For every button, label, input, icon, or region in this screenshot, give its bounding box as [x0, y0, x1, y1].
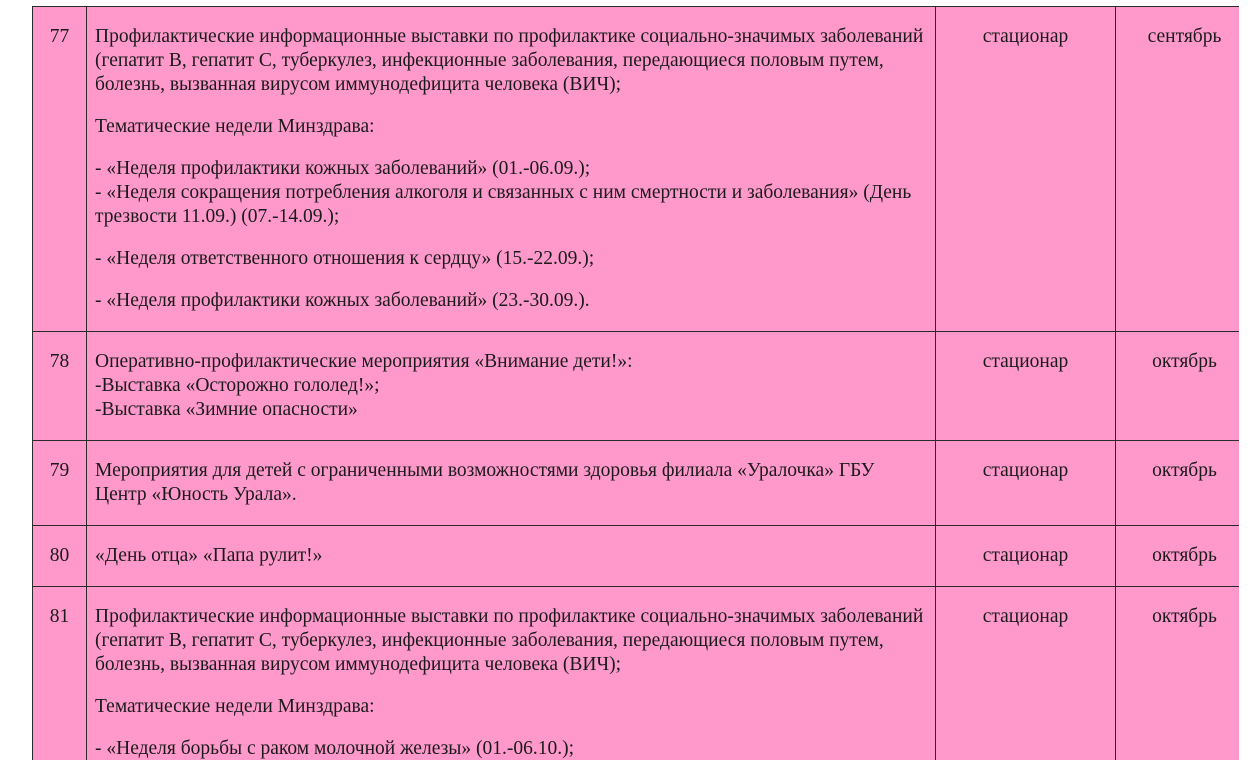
row-number: 79: [33, 441, 87, 526]
event-place: стационар: [936, 587, 1116, 761]
event-description: [87, 332, 936, 441]
description-paragraph: Тематические недели Минздрава:: [95, 696, 375, 717]
event-place: стационар: [936, 441, 1116, 526]
event-description: [87, 587, 936, 761]
events-plan-table: [32, 6, 1239, 760]
document-page: [32, 6, 1239, 760]
event-month: сентябрь: [1116, 7, 1240, 332]
row-number: 77: [33, 7, 87, 332]
description-paragraph: - «Неделя борьбы с раком молочной железы» (01.-06.10.);: [95, 738, 575, 759]
event-month: октябрь: [1116, 587, 1240, 761]
description-paragraph: Тематические недели Минздрава:: [95, 116, 375, 137]
description-paragraph: - «Неделя ответственного отношения к сердцу» (15.-22.09.);: [95, 248, 595, 269]
event-month: октябрь: [1116, 441, 1240, 526]
description-paragraph: Профилактические информационные выставки по профилактике социально-значимых заболеваний (гепатит В, гепатит С, туберкулез, инфекционные заболевания, передающиеся половым путем, болезнь, вызванная вирусом иммунодефицита человека (ВИЧ);: [95, 26, 924, 95]
row-number: 78: [33, 332, 87, 441]
table-row: [33, 7, 1240, 332]
description-paragraph: - «Неделя профилактики кожных заболеваний» (01.-06.09.); - «Неделя сокращения потребления алкоголя и связанных с ним смертности и заболевания» (День трезвости 11.09.) (07.-14.09.);: [95, 158, 912, 227]
event-place: стационар: [936, 332, 1116, 441]
event-month: октябрь: [1116, 332, 1240, 441]
description-paragraph: Профилактические информационные выставки по профилактике социально-значимых заболеваний (гепатит В, гепатит С, туберкулез, инфекционные заболевания, передающиеся половым путем, болезнь, вызванная вирусом иммунодефицита человека (ВИЧ);: [95, 606, 924, 675]
event-description: [87, 7, 936, 332]
event-description: [87, 526, 936, 587]
event-month: октябрь: [1116, 526, 1240, 587]
description-paragraph: «День отца» «Папа рулит!»: [95, 545, 323, 566]
event-place: стационар: [936, 526, 1116, 587]
table-row: [33, 526, 1240, 587]
description-paragraph: Оперативно-профилактические мероприятия «Внимание дети!»: -Выставка «Осторожно гололед!»; -Выставка «Зимние опасности»: [95, 351, 633, 420]
row-number: 81: [33, 587, 87, 761]
event-description: [87, 441, 936, 526]
row-number: 80: [33, 526, 87, 587]
table-row: [33, 587, 1240, 761]
table-row: [33, 441, 1240, 526]
table-row: [33, 332, 1240, 441]
description-paragraph: - «Неделя профилактики кожных заболеваний» (23.-30.09.).: [95, 290, 590, 311]
description-paragraph: Мероприятия для детей с ограниченными возможностями здоровья филиала «Уралочка» ГБУ Центр «Юность Урала».: [95, 460, 875, 505]
event-place: стационар: [936, 7, 1116, 332]
